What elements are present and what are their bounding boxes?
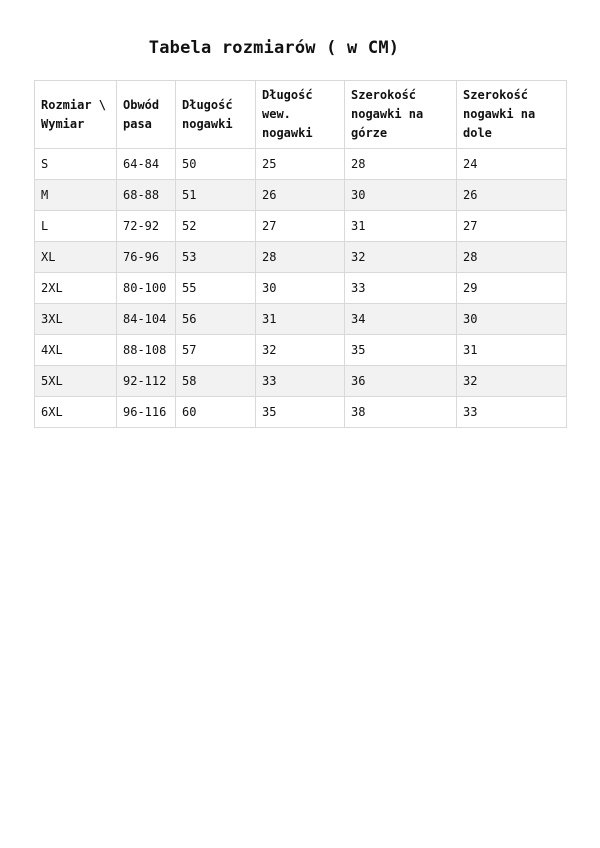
cell-inseam: 33 xyxy=(256,366,345,397)
cell-leg-length: 52 xyxy=(176,211,256,242)
cell-inseam: 35 xyxy=(256,397,345,428)
cell-inseam: 26 xyxy=(256,180,345,211)
cell-size: M xyxy=(35,180,117,211)
header-size-dimension: Rozmiar \ Wymiar xyxy=(35,81,117,149)
cell-leg-length: 50 xyxy=(176,149,256,180)
cell-size: 6XL xyxy=(35,397,117,428)
cell-inseam: 30 xyxy=(256,273,345,304)
cell-size: L xyxy=(35,211,117,242)
cell-size: 4XL xyxy=(35,335,117,366)
cell-leg-length: 57 xyxy=(176,335,256,366)
table-row xyxy=(35,273,567,304)
cell-leg-width-bottom: 28 xyxy=(457,242,567,273)
header-leg-width-top: Szerokość nogawki na górze xyxy=(345,81,457,149)
size-chart-table xyxy=(34,80,567,428)
cell-size: 2XL xyxy=(35,273,117,304)
cell-leg-width-bottom: 26 xyxy=(457,180,567,211)
cell-leg-width-top: 31 xyxy=(345,211,457,242)
header-leg-length: Długość nogawki xyxy=(176,81,256,149)
cell-inseam: 32 xyxy=(256,335,345,366)
cell-waist: 84-104 xyxy=(117,304,176,335)
cell-leg-length: 58 xyxy=(176,366,256,397)
cell-leg-width-bottom: 32 xyxy=(457,366,567,397)
cell-waist: 76-96 xyxy=(117,242,176,273)
cell-leg-length: 53 xyxy=(176,242,256,273)
cell-waist: 92-112 xyxy=(117,366,176,397)
cell-leg-width-top: 38 xyxy=(345,397,457,428)
cell-inseam: 28 xyxy=(256,242,345,273)
cell-leg-width-top: 34 xyxy=(345,304,457,335)
header-leg-width-bottom: Szerokość nogawki na dole xyxy=(457,81,567,149)
table-row xyxy=(35,211,567,242)
cell-leg-width-top: 32 xyxy=(345,242,457,273)
cell-leg-width-bottom: 29 xyxy=(457,273,567,304)
page-title: Tabela rozmiarów ( w CM) xyxy=(148,38,400,58)
cell-waist: 96-116 xyxy=(117,397,176,428)
header-inseam: Długość wew. nogawki xyxy=(256,81,345,149)
cell-leg-width-bottom: 31 xyxy=(457,335,567,366)
cell-inseam: 31 xyxy=(256,304,345,335)
cell-inseam: 27 xyxy=(256,211,345,242)
cell-leg-width-bottom: 33 xyxy=(457,397,567,428)
cell-size: S xyxy=(35,149,117,180)
cell-leg-length: 55 xyxy=(176,273,256,304)
cell-leg-width-top: 33 xyxy=(345,273,457,304)
cell-leg-width-top: 28 xyxy=(345,149,457,180)
cell-leg-length: 51 xyxy=(176,180,256,211)
cell-waist: 80-100 xyxy=(117,273,176,304)
cell-leg-width-top: 36 xyxy=(345,366,457,397)
table-header-row xyxy=(35,81,567,149)
table-row xyxy=(35,304,567,335)
cell-leg-width-top: 30 xyxy=(345,180,457,211)
table-row xyxy=(35,180,567,211)
cell-leg-width-bottom: 27 xyxy=(457,211,567,242)
cell-size: 3XL xyxy=(35,304,117,335)
table-row xyxy=(35,335,567,366)
cell-waist: 68-88 xyxy=(117,180,176,211)
table-row xyxy=(35,149,567,180)
cell-size: XL xyxy=(35,242,117,273)
cell-leg-width-bottom: 24 xyxy=(457,149,567,180)
table-row xyxy=(35,242,567,273)
cell-waist: 64-84 xyxy=(117,149,176,180)
cell-inseam: 25 xyxy=(256,149,345,180)
cell-waist: 72-92 xyxy=(117,211,176,242)
header-waist: Obwód pasa xyxy=(117,81,176,149)
cell-leg-width-top: 35 xyxy=(345,335,457,366)
table-row xyxy=(35,397,567,428)
cell-leg-length: 56 xyxy=(176,304,256,335)
cell-waist: 88-108 xyxy=(117,335,176,366)
cell-leg-width-bottom: 30 xyxy=(457,304,567,335)
cell-leg-length: 60 xyxy=(176,397,256,428)
table-row xyxy=(35,366,567,397)
cell-size: 5XL xyxy=(35,366,117,397)
